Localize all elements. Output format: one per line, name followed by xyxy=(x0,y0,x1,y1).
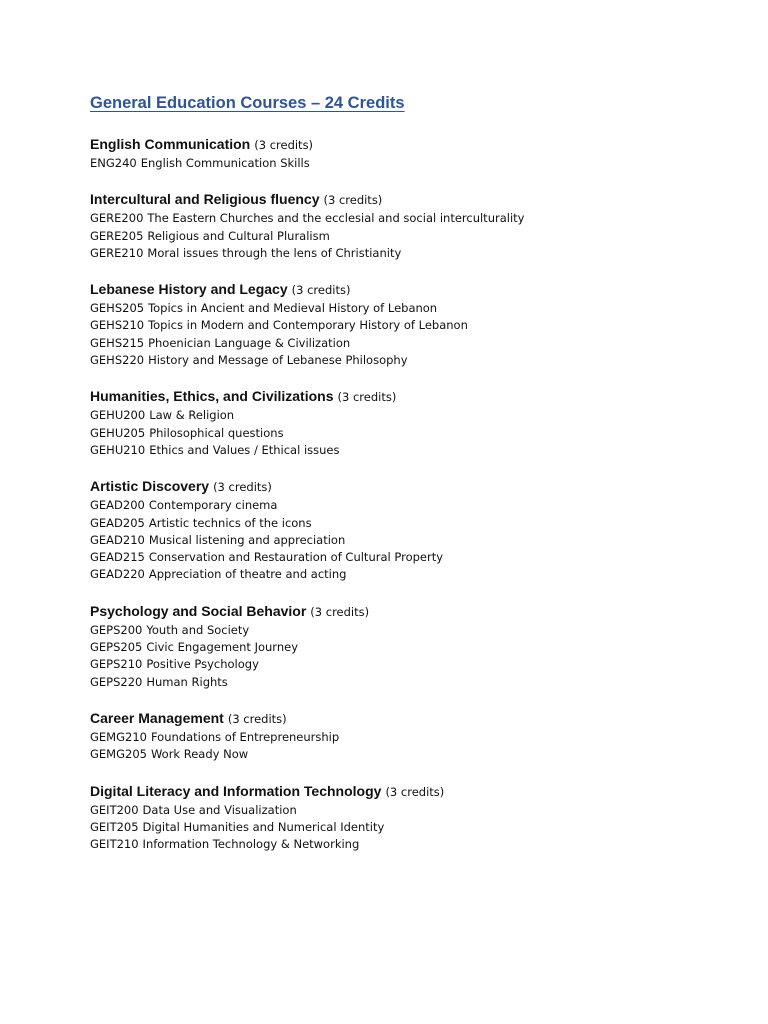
course-code: GEPS205 xyxy=(90,640,143,655)
course-code: GEHU205 xyxy=(90,425,146,440)
course-section xyxy=(90,279,730,369)
course-name: Musical listening and appreciation xyxy=(148,532,346,547)
section-credits: (3 credits) xyxy=(291,283,351,298)
course-code: GEHS215 xyxy=(90,335,145,350)
course-code: GEHS220 xyxy=(90,353,145,368)
course-code: GEAD220 xyxy=(90,567,145,582)
course-item xyxy=(90,515,730,532)
course-item xyxy=(90,674,730,691)
course-section xyxy=(90,708,730,764)
course-code: GEAD205 xyxy=(90,515,145,530)
course-item xyxy=(90,746,730,763)
course-item xyxy=(90,210,730,227)
course-item xyxy=(90,729,730,746)
course-item xyxy=(90,245,730,262)
course-code: GERE210 xyxy=(90,245,144,260)
course-name: Phoenician Language & Civilization xyxy=(148,335,351,350)
course-name: Digital Humanities and Numerical Identity xyxy=(142,819,385,834)
course-name: Data Use and Visualization xyxy=(142,802,297,817)
course-list xyxy=(90,210,730,262)
course-code: GEMG210 xyxy=(90,729,147,744)
course-item xyxy=(90,497,730,514)
course-name: Moral issues through the lens of Christianity xyxy=(147,245,402,260)
course-code: GERE200 xyxy=(90,211,144,226)
course-item xyxy=(90,639,730,656)
course-sections xyxy=(90,134,730,853)
section-credits: (3 credits) xyxy=(323,193,383,208)
course-name: Human Rights xyxy=(146,674,228,689)
course-item xyxy=(90,802,730,819)
course-item xyxy=(90,622,730,639)
section-credits: (3 credits) xyxy=(227,711,287,726)
section-heading xyxy=(90,781,730,802)
course-code: GEHU200 xyxy=(90,408,146,423)
course-code: GERE205 xyxy=(90,228,144,243)
course-item xyxy=(90,352,730,369)
page-title: General Education Courses – 24 Credits xyxy=(90,94,405,112)
course-code: GEAD210 xyxy=(90,532,145,547)
section-heading xyxy=(90,189,730,210)
section-heading xyxy=(90,279,730,300)
course-code: GEHU210 xyxy=(90,442,146,457)
course-item xyxy=(90,317,730,334)
course-code: GEIT205 xyxy=(90,819,139,834)
course-name: Conservation and Restauration of Cultural Property xyxy=(148,550,444,565)
course-name: Ethics and Values / Ethical issues xyxy=(149,442,340,457)
section-heading xyxy=(90,134,730,155)
course-code: GEIT210 xyxy=(90,837,139,852)
course-name: Information Technology & Networking xyxy=(142,837,360,852)
course-name: Civic Engagement Journey xyxy=(146,640,298,655)
course-item xyxy=(90,819,730,836)
course-item xyxy=(90,335,730,352)
course-name: Work Ready Now xyxy=(150,747,249,762)
course-code: GEMG205 xyxy=(90,747,147,762)
course-item xyxy=(90,155,730,172)
course-item xyxy=(90,442,730,459)
course-item xyxy=(90,300,730,317)
section-credits: (3 credits) xyxy=(385,784,445,799)
course-name: Foundations of Entrepreneurship xyxy=(150,729,340,744)
course-name: Topics in Ancient and Medieval History of Lebanon xyxy=(148,301,438,316)
course-name: Law & Religion xyxy=(149,408,235,423)
course-name: Appreciation of theatre and acting xyxy=(148,567,347,582)
course-item xyxy=(90,532,730,549)
course-section xyxy=(90,601,730,691)
section-heading xyxy=(90,708,730,729)
course-code: GEIT200 xyxy=(90,802,139,817)
course-section xyxy=(90,189,730,262)
section-credits: (3 credits) xyxy=(310,604,370,619)
course-item xyxy=(90,549,730,566)
course-name: Religious and Cultural Pluralism xyxy=(147,228,330,243)
document-page xyxy=(90,92,730,870)
section-credits: (3 credits) xyxy=(337,390,397,405)
course-code: GEPS200 xyxy=(90,622,143,637)
course-name: Youth and Society xyxy=(146,622,250,637)
section-heading xyxy=(90,476,730,497)
course-code: GEHS210 xyxy=(90,318,145,333)
course-list xyxy=(90,497,730,583)
section-heading xyxy=(90,601,730,622)
course-name: The Eastern Churches and the ecclesial and social interculturality xyxy=(147,211,525,226)
section-title: Intercultural and Religious fluency xyxy=(90,191,320,208)
course-section xyxy=(90,386,730,459)
section-credits: (3 credits) xyxy=(254,138,314,152)
course-item xyxy=(90,566,730,583)
course-list xyxy=(90,622,730,691)
section-title: Lebanese History and Legacy xyxy=(90,281,288,298)
course-name: History and Message of Lebanese Philosophy xyxy=(148,353,408,368)
section-heading xyxy=(90,386,730,407)
course-item xyxy=(90,407,730,424)
course-item xyxy=(90,228,730,245)
course-name: Topics in Modern and Contemporary History of Lebanon xyxy=(148,318,468,333)
course-code: GEPS210 xyxy=(90,657,143,672)
course-section xyxy=(90,476,730,583)
section-title: Psychology and Social Behavior xyxy=(90,602,307,619)
course-item xyxy=(90,836,730,853)
course-list xyxy=(90,407,730,459)
course-code: GEPS220 xyxy=(90,674,143,689)
section-credits: (3 credits) xyxy=(213,480,272,495)
course-name: Positive Psychology xyxy=(146,657,259,672)
section-title: Humanities, Ethics, and Civilizations xyxy=(90,388,334,405)
course-name: Philosophical questions xyxy=(149,425,284,440)
course-list xyxy=(90,802,730,854)
course-section xyxy=(90,781,730,854)
course-name: Artistic technics of the icons xyxy=(148,515,312,530)
course-name: Contemporary cinema xyxy=(148,498,278,513)
course-list xyxy=(90,155,730,172)
course-code: GEAD215 xyxy=(90,550,145,565)
course-item xyxy=(90,656,730,673)
section-title: Artistic Discovery xyxy=(90,478,210,495)
course-code: GEHS205 xyxy=(90,301,145,316)
section-title: English Communication xyxy=(90,136,251,152)
course-list xyxy=(90,300,730,369)
course-section xyxy=(90,134,730,172)
course-list xyxy=(90,729,730,764)
section-title: Career Management xyxy=(90,709,224,726)
course-code: GEAD200 xyxy=(90,498,145,513)
course-item xyxy=(90,425,730,442)
course-name: English Communication Skills xyxy=(140,156,310,170)
course-code: ENG240 xyxy=(90,156,137,170)
section-title: Digital Literacy and Information Technology xyxy=(90,782,382,799)
